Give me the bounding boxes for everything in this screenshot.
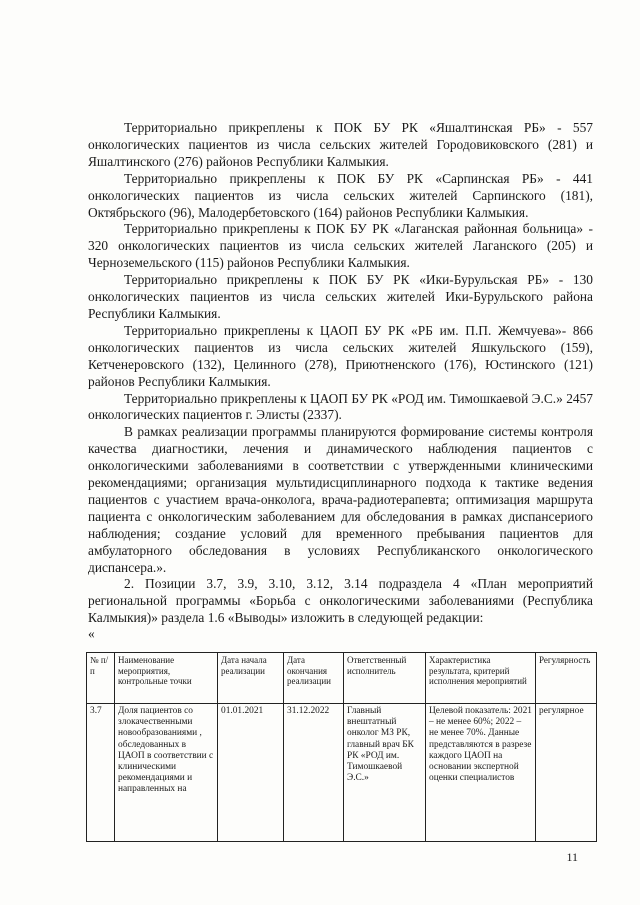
action-plan-table [86, 652, 597, 842]
cell-num: 3.7 [87, 704, 115, 842]
header-result: Характеристика результата, критерий исполнения мероприятий [426, 653, 536, 704]
cell-responsible: Главный внештатный онколог МЗ РК, главный врач БК РК «РОД им. Тимошкаевой Э.С.» [344, 704, 426, 842]
paragraph-zhemchuev: Территориально прикреплены к ЦАОП БУ РК «РБ им. П.П. Жемчуева»- 866 онкологических пациентов из числа сельских жителей Яшкульского (159), Кетченеровского (132), Целинного (278), Приютненского (176), Юстинского (121) районов Республики Калмыкия. [88, 322, 593, 389]
paragraph-program: В рамках реализации программы планируются формирование системы контроля качества диагностики, лечения и динамического наблюдения пациентов с онкологическими заболеваниями в соответствии с утвержденными клиническими рекомендациями; организация мультидисциплинарного подхода к тактике ведения пациентов с участием врача-онколога, врача-радиотерапевта; оптимизация маршрута пациента с онкологическим заболеванием для обследования в рамках диспансериого наблюдения; создание условий для временного пребывания пациентов для амбулаторного обследования в условиях Республиканского онкологического диспансера.». [88, 424, 593, 575]
cell-start-date: 01.01.2021 [218, 704, 284, 842]
table-row [87, 704, 597, 842]
cell-regularity: регулярное [536, 704, 597, 842]
paragraph-yashalta: Территориально прикреплены к ПОК БУ РК «Яшалтинская РБ» - 557 онкологических пациентов из числа сельских жителей Городовиковского (281) и Яшалтинского (276) районов Республики Калмыкия. [88, 120, 593, 169]
paragraph-timoshkaeva: Территориально прикреплены к ЦАОП БУ РК «РОД им. Тимошкаевой Э.С.» 2457 онкологических пациентов г. Элисты (2337). [88, 390, 593, 423]
quote-open-mark: « [88, 626, 95, 642]
paragraph-lagan: Территориально прикреплены к ПОК БУ РК «Лаганская районная больница» - 320 онкологических пациентов из числа сельских жителей Лаганского (205) и Черноземельского (115) районов Республики Калмыкия. [88, 221, 593, 271]
page-number: 11 [566, 850, 578, 864]
cell-name: Доля пациентов со злокачественными новообразованиями , обследованных в ЦАОП в соответствии с клиническими рекомендациями и направленных на [115, 704, 218, 842]
table-header-row [87, 653, 597, 704]
header-regularity: Регулярность [536, 653, 597, 704]
header-start-date: Дата начала реализации [218, 653, 284, 704]
paragraph-sarpa: Территориально прикреплены к ПОК БУ РК «Сарпинская РБ» - 441 онкологических пациентов из числа сельских жителей Сарпинского (181), Октябрьского (96), Малодербетовского (164) районов Республики Калмыкия. [88, 170, 593, 220]
cell-end-date: 31.12.2022 [284, 704, 344, 842]
header-num: № п/п [87, 653, 115, 704]
header-name: Наименование мероприятия, контрольные точки [115, 653, 218, 704]
header-end-date: Дата окончания реализации [284, 653, 344, 704]
paragraph-amendment: 2. Позиции 3.7, 3.9, 3.10, 3.12, 3.14 подраздела 4 «План мероприятий региональной программы «Борьба с онкологическими заболеваниями (Республика Калмыкия)» раздела 1.6 «Выводы» изложить в следующей редакции: [88, 576, 593, 626]
paragraph-iki-burul: Территориально прикреплены к ПОК БУ РК «Ики-Бурульская РБ» - 130 онкологических пациентов из числа сельских жителей Ики-Бурульского района Республики Калмыкия. [88, 272, 593, 321]
header-responsible: Ответственный исполнитель [344, 653, 426, 704]
cell-result: Целевой показатель: 2021 – не менее 60%; 2022 – не менее 70%. Данные представляются в разрезе каждого ЦАОП на основании экспертной оценки специалистов [426, 704, 536, 842]
body-text [88, 120, 593, 641]
